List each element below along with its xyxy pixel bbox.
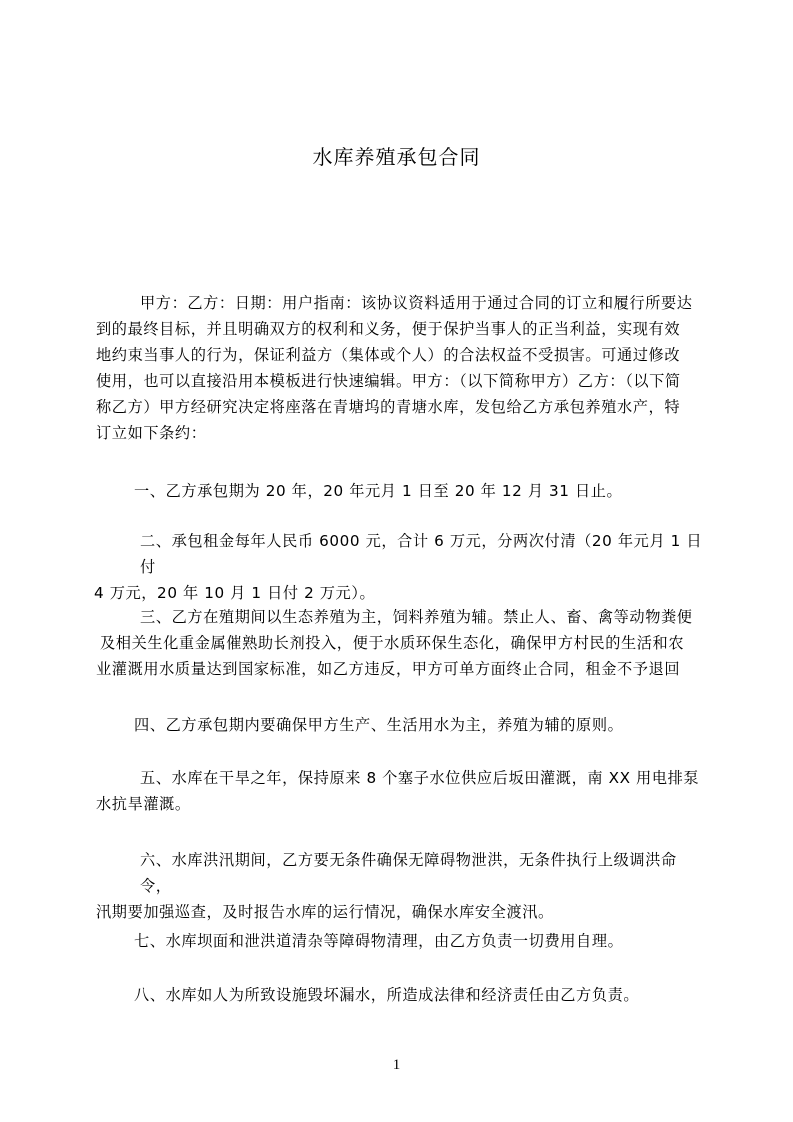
clause-line: 八、水库如人为所致设施毁坏漏水，所造成法律和经济责任由乙方负责。	[134, 986, 640, 1004]
clause-line: 二、承包租金每年人民币 6000 元，合计 6 万元，分两次付清（20 年元月 1 日付	[140, 532, 703, 576]
clause-3	[96, 604, 708, 682]
clause-6	[96, 847, 708, 925]
intro-line: 到的最终目标，并且明确双方的权利和义务，便于保护当事人的正当利益，实现有效	[96, 320, 681, 338]
intro-line: 甲方：乙方：日期：用户指南：该协议资料适用于通过合同的订立和履行所要达	[140, 294, 693, 312]
clause-2	[96, 528, 708, 606]
clause-line: 四、乙方承包期内要确保甲方生产、生活用水为主，养殖为辅的原则。	[134, 716, 624, 734]
page-number: 1	[392, 1057, 401, 1073]
clause-line: 一、乙方承包期为 20 年，20 年元月 1 日至 20 年 12 月 31 日止。	[134, 482, 623, 500]
clause-line: 4 万元，20 年 10 月 1 日付 2 万元）。	[94, 584, 376, 602]
clause-4	[96, 712, 708, 738]
clause-8	[96, 982, 708, 1008]
clause-line: 五、水库在干旱之年，保持原来 8 个塞子水位供应后坂田灌溉，南 XX 用电排泵	[140, 769, 700, 787]
intro-line: 订立如下条约：	[96, 424, 207, 442]
clause-line: 及相关生化重金属催熟助长剂投入，便于水质环保生态化，确保甲方村民的生活和农	[100, 634, 685, 652]
clause-line: 汛期要加强巡查，及时报告水库的运行情况，确保水库安全渡汛。	[96, 903, 554, 921]
intro-line: 使用，也可以直接沿用本模板进行快速编辑。甲方：（以下简称甲方）乙方：（以下简	[96, 372, 681, 390]
clause-7	[96, 928, 708, 954]
clause-line: 七、水库坝面和泄洪道清杂等障碍物清理，由乙方负责一切费用自理。	[134, 932, 624, 950]
clause-5	[96, 765, 708, 817]
intro-line: 称乙方）甲方经研究决定将座落在青塘坞的青塘水库，发包给乙方承包养殖水产，特	[96, 398, 681, 416]
intro-line: 地约束当事人的行为，保证利益方（集体或个人）的合法权益不受损害。可通过修改	[96, 346, 681, 364]
clause-line: 业灌溉用水质量达到国家标准，如乙方违反，甲方可单方面终止合同，租金不予退回	[96, 660, 681, 678]
clause-line: 三、乙方在殖期间以生态养殖为主，饲料养殖为辅。禁止人、畜、禽等动物粪便	[140, 608, 693, 626]
clause-line: 水抗旱灌溉。	[96, 795, 191, 813]
intro-paragraph	[96, 290, 708, 446]
clause-1	[96, 478, 708, 504]
document-title: 水库养殖承包合同	[312, 145, 481, 169]
clause-line: 六、水库洪汛期间，乙方要无条件确保无障碍物泄洪，无条件执行上级调洪命令，	[140, 851, 677, 895]
